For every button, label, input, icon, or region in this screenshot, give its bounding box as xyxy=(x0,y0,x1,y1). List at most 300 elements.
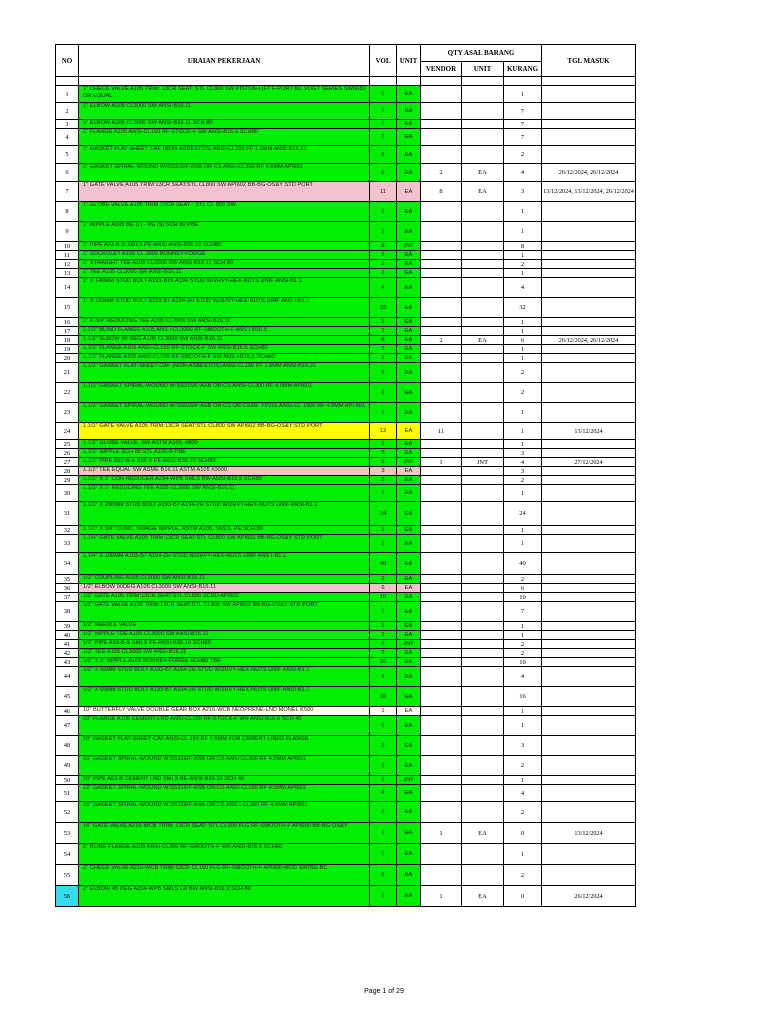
table-row xyxy=(56,146,636,164)
item-volume: 2 xyxy=(370,260,397,269)
item-volume: 1 xyxy=(370,354,397,363)
qty-unit: JNT xyxy=(462,458,504,467)
item-volume: 2 xyxy=(370,476,397,485)
qty-kurang: 10 xyxy=(504,658,542,667)
row-number: 7 xyxy=(56,182,79,202)
tgl-masuk xyxy=(542,593,636,602)
item-unit: EA xyxy=(397,467,421,476)
tgl-masuk xyxy=(542,120,636,129)
item-volume: 5 xyxy=(370,458,397,467)
tgl-masuk xyxy=(542,298,636,318)
qty-kurang: 40 xyxy=(504,553,542,575)
item-description: 1" PIPE A53-B-S SMLS PE-ANSI ANSI-B36.10 SCH80 xyxy=(79,242,370,251)
tgl-masuk xyxy=(542,202,636,222)
qty-kurang: 1 xyxy=(504,526,542,535)
qty-unit xyxy=(462,202,504,222)
item-volume: 7 xyxy=(370,120,397,129)
row-number: 27 xyxy=(56,458,79,467)
item-unit: EA xyxy=(397,222,421,242)
item-unit: EA xyxy=(397,535,421,553)
qty-vendor xyxy=(421,269,462,278)
tgl-masuk xyxy=(542,649,636,658)
header-kurang: KURANG xyxy=(504,62,542,77)
tgl-masuk xyxy=(542,526,636,535)
qty-unit xyxy=(462,345,504,354)
row-number: 17 xyxy=(56,327,79,336)
tgl-masuk xyxy=(542,383,636,403)
qty-vendor xyxy=(421,593,462,602)
qty-vendor xyxy=(421,383,462,403)
row-number: 51 xyxy=(56,785,79,802)
item-description: 10" FLANGE A105 CEMENT-LND ANSI-CL150 RF-STOCK-F WN ANSI-B16.5 SCH 40 xyxy=(79,716,370,736)
table-row xyxy=(56,278,636,298)
item-unit: EA xyxy=(397,687,421,707)
qty-vendor xyxy=(421,476,462,485)
row-number: 3 xyxy=(56,120,79,129)
table-row xyxy=(56,716,636,736)
tgl-masuk xyxy=(542,327,636,336)
tgl-masuk xyxy=(542,269,636,278)
item-description: 1.1/2" FLANGE A105 ANSI-CL300 RF-SMOOTH-F SW ANS I-B16.5 SCH80 xyxy=(79,354,370,363)
item-description: 1.1/2" X 1" REDUCING TEE A105 CL3000 SW ANSI-B16.11 xyxy=(79,485,370,502)
row-number: 5 xyxy=(56,146,79,164)
qty-vendor xyxy=(421,802,462,823)
qty-unit xyxy=(462,844,504,865)
tgl-masuk: 13/12/2024 xyxy=(542,823,636,844)
qty-vendor xyxy=(421,640,462,649)
row-number: 36 xyxy=(56,584,79,593)
qty-kurang: 1 xyxy=(504,844,542,865)
qty-vendor xyxy=(421,716,462,736)
tgl-masuk xyxy=(542,345,636,354)
qty-kurang: 3 xyxy=(504,736,542,756)
tgl-masuk xyxy=(542,467,636,476)
qty-kurang: 2 xyxy=(504,383,542,403)
table-row xyxy=(56,345,636,354)
table-row xyxy=(56,269,636,278)
qty-kurang: 4 xyxy=(504,164,542,182)
item-volume: 3 xyxy=(370,467,397,476)
item-unit: EA xyxy=(397,575,421,584)
row-number: 2 xyxy=(56,103,79,120)
qty-unit xyxy=(462,736,504,756)
row-number: 33 xyxy=(56,535,79,553)
qty-kurang: 10 xyxy=(504,593,542,602)
table-row xyxy=(56,458,636,467)
item-description: 1" X 3/4" REDUCING TEE A105 CL3000 SW ANSI-B16.11 xyxy=(79,318,370,327)
item-unit: EA xyxy=(397,823,421,844)
item-description: 16" GASKET SPIRAL-WOUND W:SS316/F:ASB OR:CS ANS I-CL300 RF 4.5MM API601 xyxy=(79,802,370,823)
row-number: 34 xyxy=(56,553,79,575)
item-description: 1" FLANGE A105 ANSI-CL150 RF-STOCK-F SW ANSI-B16.5 SCH80 xyxy=(79,129,370,146)
item-description: 1.1/2" X 1" CON REDUCER A234-WPB SMLS BW ANSI-B16.9 SCH80 xyxy=(79,476,370,485)
row-number: 29 xyxy=(56,476,79,485)
table-row xyxy=(56,865,636,886)
item-description: 1" X 140MM STUD BOLT A193-B16 A194 STUD W/2HVY-HEX-NUTS UNIF ANSI-B1.1 xyxy=(79,278,370,298)
qty-kurang: 6 xyxy=(504,336,542,345)
item-description: 1" ELBOW A105 CL3000 SW ANSI-B16.11 SCH 80 xyxy=(79,120,370,129)
table-row xyxy=(56,129,636,146)
item-unit: EA xyxy=(397,345,421,354)
row-number: 13 xyxy=(56,269,79,278)
qty-unit xyxy=(462,631,504,640)
item-description: 2" BLIND FLANGE A105 ANSI-CL300 RF-SMOOTH-F WN ANSI-B16.5 SCH80 xyxy=(79,844,370,865)
qty-unit xyxy=(462,327,504,336)
item-volume: 10 xyxy=(370,658,397,667)
qty-vendor xyxy=(421,844,462,865)
item-description: 1.1/2" GASKET SPIRAL-WOUND W:SS316/F:ASB OR:CS OR:CS/IR: TP316 ANSI-CL 1500 RF 4.5MM API 601 xyxy=(79,403,370,423)
item-volume: 1 xyxy=(370,535,397,553)
item-volume: 1 xyxy=(370,440,397,449)
qty-vendor xyxy=(421,251,462,260)
item-volume: 4 xyxy=(370,667,397,687)
tgl-masuk xyxy=(542,129,636,146)
qty-kurang: 32 xyxy=(504,298,542,318)
qty-kurang: 7 xyxy=(504,602,542,622)
qty-kurang: 4 xyxy=(504,667,542,687)
item-description: 1.1/2" GATE VALVE A105 TRIM:13CR SEAT:STL CL800 SW API602 BB-BG-OS&Y STD PORT xyxy=(79,423,370,440)
table-row xyxy=(56,251,636,260)
table-row xyxy=(56,363,636,383)
item-unit: EA xyxy=(397,146,421,164)
qty-kurang: 0 xyxy=(504,886,542,907)
item-volume: 2 xyxy=(370,865,397,886)
qty-unit xyxy=(462,120,504,129)
qty-kurang: 1 xyxy=(504,631,542,640)
qty-unit xyxy=(462,865,504,886)
qty-kurang: 0 xyxy=(504,823,542,844)
item-volume: 1 xyxy=(370,526,397,535)
row-number: 12 xyxy=(56,260,79,269)
item-unit: JNT xyxy=(397,242,421,251)
item-unit: EA xyxy=(397,886,421,907)
item-volume: 6 xyxy=(370,164,397,182)
row-number: 18 xyxy=(56,336,79,345)
table-row xyxy=(56,485,636,502)
item-description: 1.1/2" ELBOW 90 DEG A105 CL3000 SW ANSI-B16.11 xyxy=(79,336,370,345)
tgl-masuk xyxy=(542,667,636,687)
qty-vendor xyxy=(421,318,462,327)
qty-kurang: 1 xyxy=(504,327,542,336)
tgl-masuk xyxy=(542,476,636,485)
item-unit: EA xyxy=(397,449,421,458)
table-row xyxy=(56,440,636,449)
qty-vendor: 2 xyxy=(421,336,462,345)
qty-kurang: 1 xyxy=(504,423,542,440)
tgl-masuk xyxy=(542,535,636,553)
row-number: 45 xyxy=(56,687,79,707)
header-unit: UNIT xyxy=(397,45,421,77)
tgl-masuk xyxy=(542,553,636,575)
qty-kurang: 4 xyxy=(504,785,542,802)
qty-vendor xyxy=(421,687,462,707)
item-volume: 1 xyxy=(370,485,397,502)
qty-kurang: 4 xyxy=(504,278,542,298)
qty-vendor xyxy=(421,575,462,584)
qty-unit xyxy=(462,584,504,593)
qty-unit xyxy=(462,535,504,553)
qty-unit xyxy=(462,716,504,736)
table-row xyxy=(56,502,636,526)
item-volume: 1 xyxy=(370,886,397,907)
item-volume: 1 xyxy=(370,707,397,716)
row-number: 56 xyxy=(56,886,79,907)
item-description: 1.1/2" GLOBE VALVE, SW ASTM A105, #800 xyxy=(79,440,370,449)
item-volume: 4 xyxy=(370,785,397,802)
qty-vendor: 1 xyxy=(421,458,462,467)
item-unit: EA xyxy=(397,86,421,103)
item-unit: EA xyxy=(397,383,421,403)
qty-vendor xyxy=(421,602,462,622)
page-number: Page 1 of 29 xyxy=(364,988,404,995)
tgl-masuk xyxy=(542,222,636,242)
tgl-masuk xyxy=(542,403,636,423)
item-description: 2" CHECK VALVE A216-WCB TRIM:13CR CL150 FLG RF-SMOOTH-F API600-MOD SWING BC xyxy=(79,865,370,886)
item-description: 1/2" TEE A105 CL3000 SW ANSI-B16.11 xyxy=(79,649,370,658)
qty-unit xyxy=(462,756,504,776)
table-row xyxy=(56,844,636,865)
qty-unit xyxy=(462,776,504,785)
item-unit: EA xyxy=(397,182,421,202)
row-number: 1 xyxy=(56,86,79,103)
tgl-masuk xyxy=(542,687,636,707)
qty-vendor xyxy=(421,440,462,449)
qty-unit xyxy=(462,476,504,485)
header-uraian: URAIAN PEKERJAAN xyxy=(79,45,370,77)
table-row xyxy=(56,327,636,336)
item-unit: EA xyxy=(397,622,421,631)
table-row xyxy=(56,707,636,716)
qty-kurang: 1 xyxy=(504,485,542,502)
item-unit: EA xyxy=(397,129,421,146)
item-description: 1" SOCKOLET A105 CL.3000 BONNEY-FORGE xyxy=(79,251,370,260)
item-volume: 7 xyxy=(370,103,397,120)
table-row xyxy=(56,658,636,667)
qty-vendor xyxy=(421,242,462,251)
qty-kurang: 4 xyxy=(504,458,542,467)
tgl-masuk xyxy=(542,640,636,649)
qty-kurang: 16 xyxy=(504,687,542,707)
tgl-masuk xyxy=(542,575,636,584)
row-number: 8 xyxy=(56,202,79,222)
qty-unit xyxy=(462,298,504,318)
row-number: 22 xyxy=(56,383,79,403)
qty-kurang: 1 xyxy=(504,269,542,278)
qty-unit: EA xyxy=(462,182,504,202)
item-volume: 11 xyxy=(370,182,397,202)
qty-unit: EA xyxy=(462,823,504,844)
row-number: 47 xyxy=(56,716,79,736)
tgl-masuk xyxy=(542,86,636,103)
qty-kurang: 7 xyxy=(504,120,542,129)
table-row xyxy=(56,423,636,440)
qty-unit xyxy=(462,242,504,251)
row-number: 55 xyxy=(56,865,79,886)
item-volume: 4 xyxy=(370,278,397,298)
tgl-masuk xyxy=(542,865,636,886)
item-volume: 8 xyxy=(370,336,397,345)
qty-unit xyxy=(462,593,504,602)
qty-kurang: 24 xyxy=(504,502,542,526)
qty-kurang: 1 xyxy=(504,440,542,449)
qty-vendor xyxy=(421,485,462,502)
item-description: 1/2" X 3" NIPPLE A105 BONNEY-FORGE SCH80 TBE xyxy=(79,658,370,667)
item-unit: EA xyxy=(397,716,421,736)
qty-kurang: 1 xyxy=(504,403,542,423)
qty-unit xyxy=(462,251,504,260)
item-volume: 2 xyxy=(370,756,397,776)
item-unit: EA xyxy=(397,756,421,776)
tgl-masuk xyxy=(542,363,636,383)
qty-vendor xyxy=(421,129,462,146)
item-description: 1/2" NIPPLE TOE A105 CL3000 SW ANSI-B16.11 xyxy=(79,631,370,640)
item-unit: EA xyxy=(397,278,421,298)
qty-unit xyxy=(462,485,504,502)
item-unit: EA xyxy=(397,631,421,640)
item-description: 1/2" X 55MM STUD BOLT A193-B7 A194-2H STUD W/2HVY-HEX-NUTS UNIF ANSI-B1.1 xyxy=(79,667,370,687)
item-unit: JNT xyxy=(397,776,421,785)
qty-unit xyxy=(462,354,504,363)
item-description: 12" GASKET SPIRAL-WOUND W:SS316/F:ASB OR:CS ANSI-CL150 RF 4.5MM API601 xyxy=(79,785,370,802)
item-volume: 2 xyxy=(370,802,397,823)
item-description: 1.1/4" GATE VALVE A105 TRIM:13CR SEAT:STL CL800 SW API602 BB-BG-OS&Y STD PORT xyxy=(79,535,370,553)
qty-vendor xyxy=(421,736,462,756)
row-number: 15 xyxy=(56,298,79,318)
item-unit: EA xyxy=(397,553,421,575)
item-unit: EA xyxy=(397,327,421,336)
header-vol: VOL xyxy=(370,45,397,77)
qty-unit xyxy=(462,383,504,403)
item-volume: 1 xyxy=(370,823,397,844)
qty-kurang: 1 xyxy=(504,622,542,631)
qty-kurang: 1 xyxy=(504,251,542,260)
qty-vendor xyxy=(421,260,462,269)
table-row xyxy=(56,86,636,103)
qty-kurang: 7 xyxy=(504,129,542,146)
qty-kurang: 1 xyxy=(504,318,542,327)
table-row xyxy=(56,449,636,458)
item-unit: EA xyxy=(397,602,421,622)
qty-kurang: 2 xyxy=(504,363,542,383)
header-qty-unit: UNIT xyxy=(462,62,504,77)
table-row xyxy=(56,593,636,602)
row-number: 23 xyxy=(56,403,79,423)
tgl-masuk xyxy=(542,584,636,593)
item-description: 1/2" COUPLING A105 CL3000 SW ANSI-B16.11 xyxy=(79,575,370,584)
item-unit: EA xyxy=(397,202,421,222)
qty-kurang: 1 xyxy=(504,776,542,785)
table-row xyxy=(56,802,636,823)
item-description: 1.1/2" TEE EQUAL SW ASME B16.11 ASTM A105 #3000 xyxy=(79,467,370,476)
item-unit: EA xyxy=(397,403,421,423)
item-unit: EA xyxy=(397,260,421,269)
table-row xyxy=(56,535,636,553)
qty-vendor xyxy=(421,146,462,164)
qty-kurang: 3 xyxy=(504,449,542,458)
qty-vendor: 1 xyxy=(421,823,462,844)
row-number: 28 xyxy=(56,467,79,476)
qty-vendor xyxy=(421,649,462,658)
qty-vendor xyxy=(421,467,462,476)
qty-unit xyxy=(462,649,504,658)
qty-vendor xyxy=(421,298,462,318)
qty-unit xyxy=(462,423,504,440)
table-body xyxy=(56,86,636,907)
qty-vendor xyxy=(421,403,462,423)
qty-kurang: 1 xyxy=(504,707,542,716)
table-row xyxy=(56,631,636,640)
item-volume: 6 xyxy=(370,584,397,593)
tgl-masuk: 13/12/2024 xyxy=(542,423,636,440)
row-number: 20 xyxy=(56,354,79,363)
item-volume: 3 xyxy=(370,736,397,756)
item-unit: EA xyxy=(397,269,421,278)
tgl-masuk: 26/12/2024 xyxy=(542,886,636,907)
table-row xyxy=(56,260,636,269)
item-description: 1" TEE A105 CL3000 SW ANSI-B16.11 xyxy=(79,269,370,278)
item-unit: EA xyxy=(397,120,421,129)
item-volume: 2 xyxy=(370,640,397,649)
qty-unit xyxy=(462,575,504,584)
row-number: 24 xyxy=(56,423,79,440)
qty-unit xyxy=(462,449,504,458)
qty-vendor xyxy=(421,449,462,458)
row-number: 37 xyxy=(56,593,79,602)
item-volume: 2 xyxy=(370,146,397,164)
item-unit: EA xyxy=(397,707,421,716)
item-volume: 24 xyxy=(370,502,397,526)
item-description: 1/2" PIPE A53-B-S SMLS PE ANSI-B36.10 SCH80 xyxy=(79,640,370,649)
item-unit: EA xyxy=(397,658,421,667)
qty-vendor xyxy=(421,622,462,631)
row-number: 43 xyxy=(56,658,79,667)
row-number: 50 xyxy=(56,776,79,785)
item-description: 10" GASKET SPIRAL-WOUND W:SS316/F:ASB OR:CS ANSI-CL300 RF 4.5MM API601 xyxy=(79,756,370,776)
qty-kurang: 2 xyxy=(504,146,542,164)
tgl-masuk xyxy=(542,844,636,865)
qty-unit xyxy=(462,403,504,423)
row-number: 9 xyxy=(56,222,79,242)
qty-vendor xyxy=(421,86,462,103)
qty-vendor: 8 xyxy=(421,182,462,202)
table-row xyxy=(56,736,636,756)
tgl-masuk xyxy=(542,785,636,802)
item-volume: 40 xyxy=(370,553,397,575)
qty-vendor xyxy=(421,327,462,336)
table-row xyxy=(56,403,636,423)
tgl-masuk xyxy=(542,602,636,622)
item-description: 1.1/2" BLIND FLANGE A105 ANS I-CL3000 RF-SMOOTH-F ANS I-B16.5 xyxy=(79,327,370,336)
table-row xyxy=(56,584,636,593)
item-volume: 16 xyxy=(370,687,397,707)
item-unit: EA xyxy=(397,667,421,687)
material-table xyxy=(55,44,636,907)
item-unit: EA xyxy=(397,476,421,485)
qty-kurang: 2 xyxy=(504,260,542,269)
table-row xyxy=(56,242,636,251)
tgl-masuk xyxy=(542,658,636,667)
qty-kurang: 2 xyxy=(504,575,542,584)
qty-kurang: 2 xyxy=(504,865,542,886)
item-volume: 2 xyxy=(370,383,397,403)
qty-vendor xyxy=(421,202,462,222)
table-row xyxy=(56,318,636,327)
tgl-masuk xyxy=(542,802,636,823)
tgl-masuk xyxy=(542,260,636,269)
qty-unit: EA xyxy=(462,164,504,182)
qty-vendor xyxy=(421,584,462,593)
table-row xyxy=(56,553,636,575)
